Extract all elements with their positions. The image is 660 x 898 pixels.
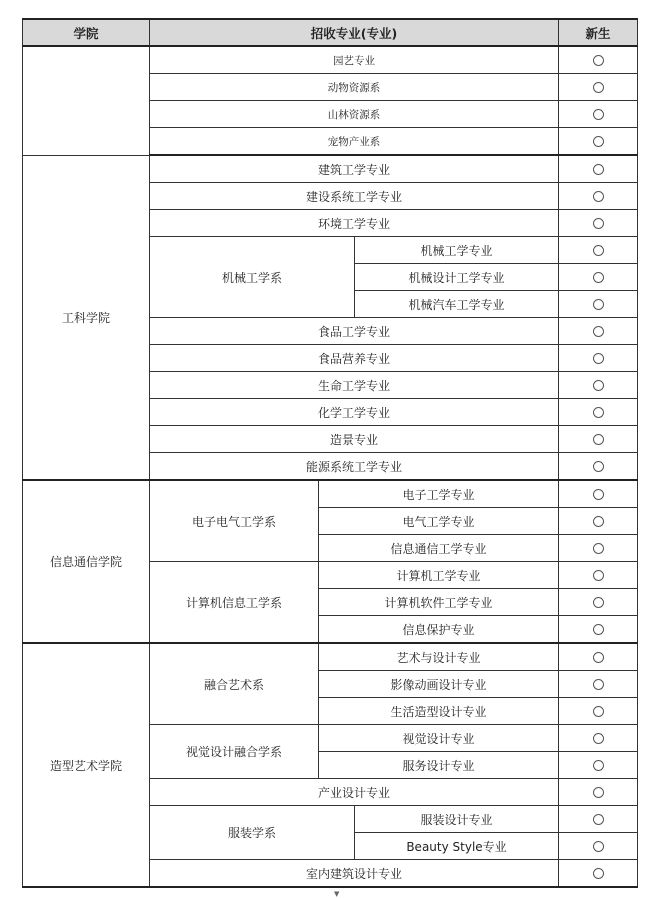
major-cell: 山林资源系 <box>150 101 559 128</box>
circle-icon <box>593 353 604 364</box>
new-mark <box>559 643 638 671</box>
new-mark <box>559 616 638 644</box>
major-cell: 食品营养专业 <box>150 345 559 372</box>
new-mark <box>559 860 638 888</box>
major-cell: 园艺专业 <box>150 46 559 74</box>
new-mark <box>559 833 638 860</box>
new-mark <box>559 535 638 562</box>
new-mark <box>559 237 638 264</box>
major-cell: 信息保护专业 <box>319 616 559 644</box>
new-mark <box>559 264 638 291</box>
new-mark <box>559 589 638 616</box>
major-cell: 机械工学专业 <box>355 237 559 264</box>
table-row <box>23 155 638 183</box>
major-cell: 动物资源系 <box>150 74 559 101</box>
major-cell: 服装设计专业 <box>355 806 559 833</box>
header-new: 新生 <box>559 19 638 46</box>
circle-icon <box>593 245 604 256</box>
circle-icon <box>593 516 604 527</box>
department-cell: 机械工学系 <box>150 237 355 318</box>
major-cell: 艺术与设计专业 <box>319 643 559 671</box>
new-mark <box>559 671 638 698</box>
major-cell: 计算机软件工学专业 <box>319 589 559 616</box>
new-mark <box>559 752 638 779</box>
college-cell: 工科学院 <box>23 155 150 480</box>
major-cell: 视觉设计专业 <box>319 725 559 752</box>
new-mark <box>559 318 638 345</box>
circle-icon <box>593 814 604 825</box>
new-mark <box>559 698 638 725</box>
circle-icon <box>593 272 604 283</box>
circle-icon <box>593 868 604 879</box>
circle-icon <box>593 164 604 175</box>
new-mark <box>559 779 638 806</box>
circle-icon <box>593 597 604 608</box>
major-cell: 电气工学专业 <box>319 508 559 535</box>
circle-icon <box>593 787 604 798</box>
major-cell: 宠物产业系 <box>150 128 559 156</box>
major-cell: 造景专业 <box>150 426 559 453</box>
major-cell: 化学工学专业 <box>150 399 559 426</box>
new-mark <box>559 426 638 453</box>
table-row <box>23 480 638 508</box>
circle-icon <box>593 109 604 120</box>
department-cell: 视觉设计融合学系 <box>150 725 319 779</box>
circle-icon <box>593 434 604 445</box>
circle-icon <box>593 489 604 500</box>
circle-icon <box>593 624 604 635</box>
majors-table <box>22 18 638 888</box>
new-mark <box>559 183 638 210</box>
major-cell: 影像动画设计专业 <box>319 671 559 698</box>
new-mark <box>559 345 638 372</box>
major-cell: 环境工学专业 <box>150 210 559 237</box>
new-mark <box>559 372 638 399</box>
new-mark <box>559 291 638 318</box>
major-cell: 服务设计专业 <box>319 752 559 779</box>
major-cell: 计算机工学专业 <box>319 562 559 589</box>
major-cell: Beauty Style专业 <box>355 833 559 860</box>
circle-icon <box>593 136 604 147</box>
circle-icon <box>593 380 604 391</box>
department-cell: 计算机信息工学系 <box>150 562 319 644</box>
header-major: 招收专业(专业) <box>150 19 559 46</box>
major-cell: 生活造型设计专业 <box>319 698 559 725</box>
circle-icon <box>593 733 604 744</box>
circle-icon <box>593 218 604 229</box>
circle-icon <box>593 82 604 93</box>
major-cell: 机械设计工学专业 <box>355 264 559 291</box>
department-cell: 电子电气工学系 <box>150 480 319 562</box>
new-mark <box>559 562 638 589</box>
table-row <box>23 46 638 74</box>
new-mark <box>559 399 638 426</box>
circle-icon <box>593 652 604 663</box>
new-mark <box>559 46 638 74</box>
table-row <box>23 643 638 671</box>
new-mark <box>559 806 638 833</box>
circle-icon <box>593 407 604 418</box>
major-cell: 机械汽车工学专业 <box>355 291 559 318</box>
new-mark <box>559 210 638 237</box>
major-cell: 建设系统工学专业 <box>150 183 559 210</box>
major-cell: 食品工学专业 <box>150 318 559 345</box>
major-cell: 室内建筑设计专业 <box>150 860 559 888</box>
circle-icon <box>593 760 604 771</box>
circle-icon <box>593 841 604 852</box>
circle-icon <box>593 461 604 472</box>
circle-icon <box>593 191 604 202</box>
circle-icon <box>593 570 604 581</box>
new-mark <box>559 453 638 481</box>
new-mark <box>559 155 638 183</box>
college-cell: 造型艺术学院 <box>23 643 150 887</box>
header-row <box>23 19 638 46</box>
major-cell: 生命工学专业 <box>150 372 559 399</box>
new-mark <box>559 128 638 156</box>
circle-icon <box>593 55 604 66</box>
circle-icon <box>593 543 604 554</box>
major-cell: 建筑工学专业 <box>150 155 559 183</box>
new-mark <box>559 74 638 101</box>
new-mark <box>559 725 638 752</box>
major-cell: 电子工学专业 <box>319 480 559 508</box>
new-mark <box>559 101 638 128</box>
new-mark <box>559 508 638 535</box>
major-cell: 产业设计专业 <box>150 779 559 806</box>
college-cell: 信息通信学院 <box>23 480 150 643</box>
new-mark <box>559 480 638 508</box>
major-cell: 能源系统工学专业 <box>150 453 559 481</box>
department-cell: 服装学系 <box>150 806 355 860</box>
major-cell: 信息通信工学专业 <box>319 535 559 562</box>
department-cell: 融合艺术系 <box>150 643 319 725</box>
circle-icon <box>593 326 604 337</box>
circle-icon <box>593 299 604 310</box>
circle-icon <box>593 706 604 717</box>
circle-icon <box>593 679 604 690</box>
college-cell <box>23 46 150 155</box>
header-college: 学院 <box>23 19 150 46</box>
scroll-down-icon[interactable]: ▼ <box>334 890 340 898</box>
